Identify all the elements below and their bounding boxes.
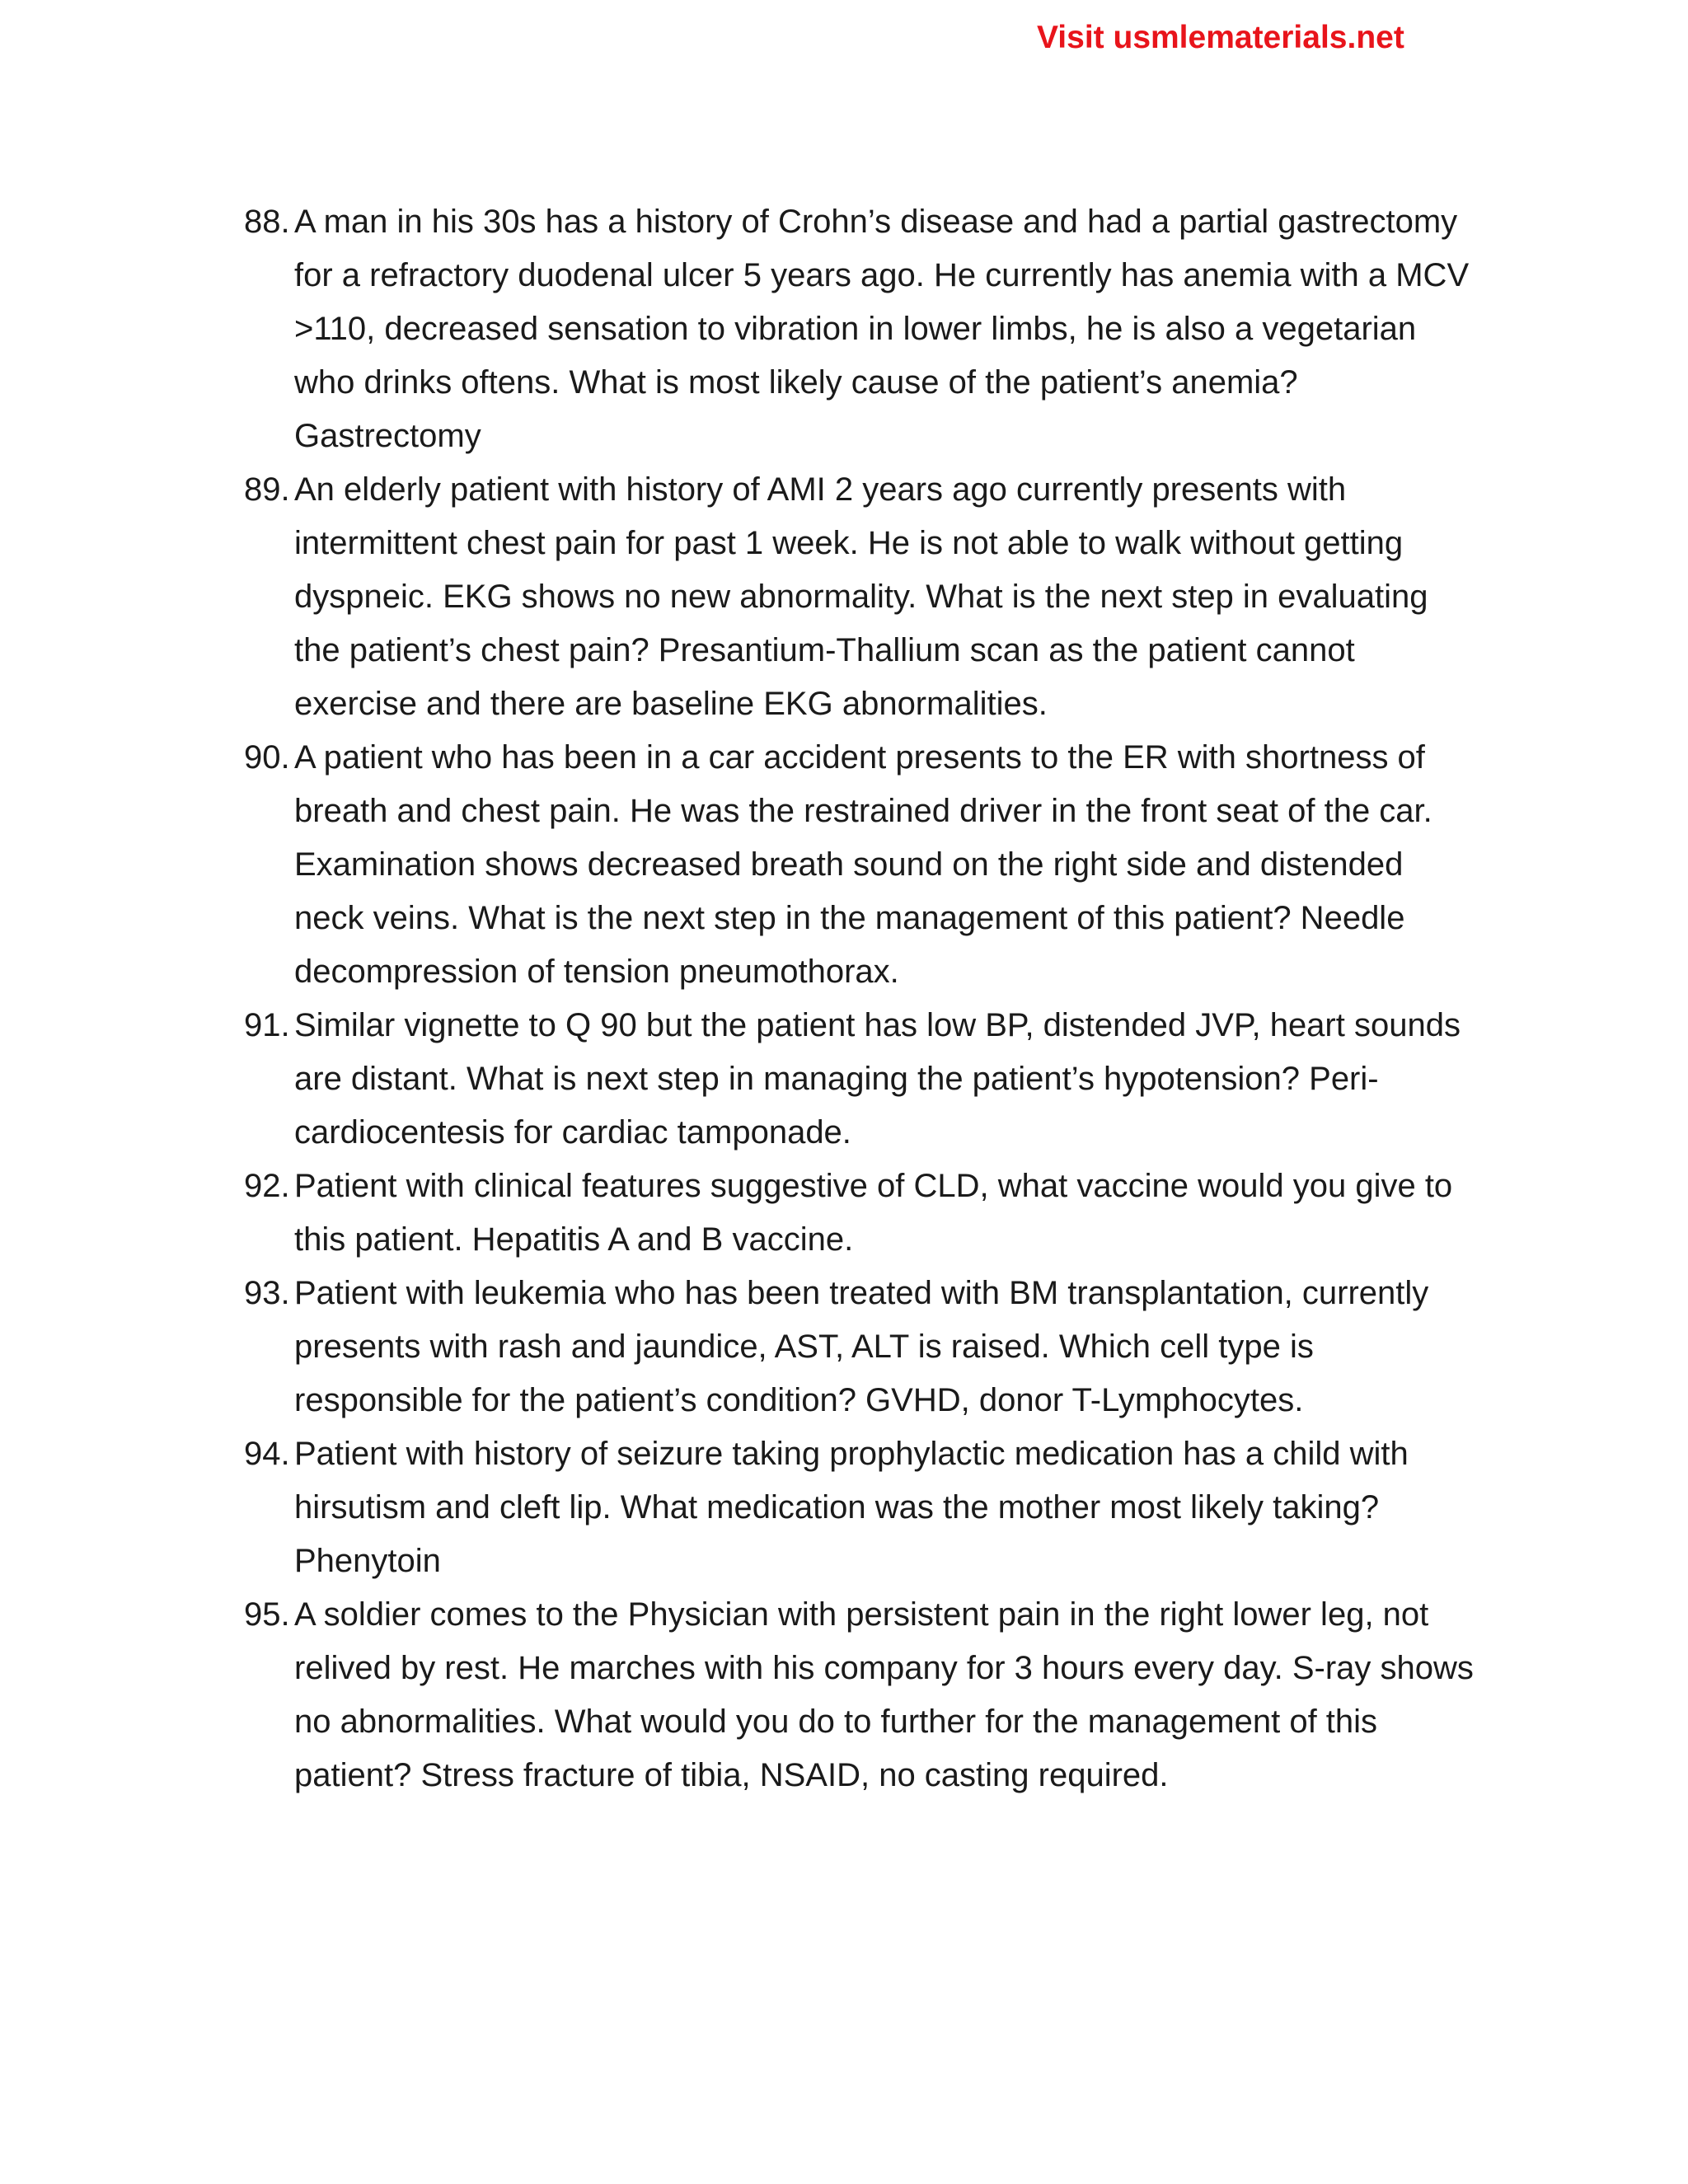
question-list xyxy=(244,195,1480,1802)
header-website-link[interactable]: Visit usmlematerials.net xyxy=(1037,20,1404,55)
question-number: 93. xyxy=(244,1275,290,1311)
question-item xyxy=(244,1588,1480,1802)
question-item xyxy=(244,731,1480,999)
question-number: 90. xyxy=(244,739,290,776)
question-text: Patient with leukemia who has been treated with BM transplantation, currently presents with rash and jaundice, AST, ALT is raised. Which cell type is responsible for the patient’s condition? GVHD, donor T-Lymphocytes. xyxy=(294,1275,1429,1418)
question-text: An elderly patient with history of AMI 2 years ago currently presents with intermittent chest pain for past 1 week. He is not able to walk without getting dyspneic. EKG shows no new abnormality. What is the next step in evaluating the patient’s chest pain? Presantium-Thallium scan as the patient cannot exercise and there are baseline EKG abnormalities. xyxy=(294,471,1428,722)
question-item xyxy=(244,1427,1480,1588)
question-item xyxy=(244,1267,1480,1427)
question-item xyxy=(244,999,1480,1160)
question-item xyxy=(244,463,1480,731)
question-number: 95. xyxy=(244,1596,290,1633)
question-text: Patient with clinical features suggestive of CLD, what vaccine would you give to this patient. Hepatitis A and B vaccine. xyxy=(294,1168,1453,1258)
question-number: 89. xyxy=(244,471,290,508)
question-text: A man in his 30s has a history of Crohn’s disease and had a partial gastrectomy for a refractory duodenal ulcer 5 years ago. He currently has anemia with a MCV >110, decreased sensation to vibration in lower limbs, he is also a vegetarian who drinks oftens. What is most likely cause of the patient’s anemia? Gastrectomy xyxy=(294,204,1470,454)
question-text: Similar vignette to Q 90 but the patient has low BP, distended JVP, heart sounds are distant. What is next step in managing the patient’s hypotension? Peri-cardiocentesis for cardiac tamponade. xyxy=(294,1007,1461,1151)
question-text: A soldier comes to the Physician with persistent pain in the right lower leg, not relived by rest. He marches with his company for 3 hours every day. S-ray shows no abnormalities. What would you do to further for the management of this patient? Stress fracture of tibia, NSAID, no casting required. xyxy=(294,1596,1474,1793)
question-item xyxy=(244,195,1480,463)
question-text: Patient with history of seizure taking prophylactic medication has a child with hirsutism and cleft lip. What medication was the mother most likely taking? Phenytoin xyxy=(294,1436,1409,1579)
question-number: 91. xyxy=(244,1007,290,1043)
question-number: 94. xyxy=(244,1436,290,1472)
question-number: 88. xyxy=(244,204,290,240)
question-number: 92. xyxy=(244,1168,290,1204)
question-text: A patient who has been in a car accident presents to the ER with shortness of breath and chest pain. He was the restrained driver in the front seat of the car. Examination shows decreased breath sound on the right side and distended neck veins. What is the next step in the management of this patient? Needle decompression of tension pneumothorax. xyxy=(294,739,1432,990)
question-item xyxy=(244,1160,1480,1267)
